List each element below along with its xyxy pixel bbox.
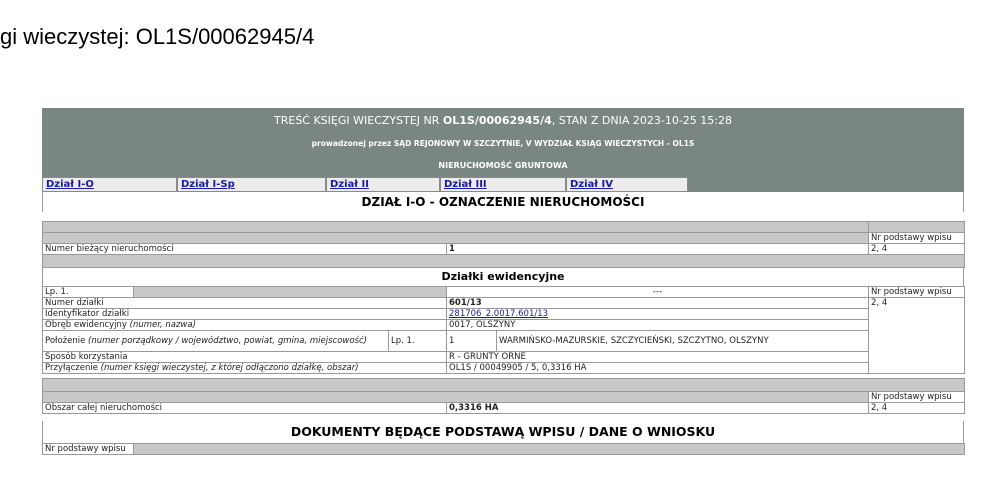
- basis-header: Nr podstawy wpisu: [869, 287, 965, 298]
- numer-dzialki-value: 601/13: [447, 298, 869, 309]
- obreb-label: Obręb ewidencyjny: [45, 320, 127, 330]
- documents-table: [42, 443, 965, 455]
- przylaczenie-label-cell: [43, 363, 447, 374]
- tab-dzial-i-o[interactable]: Dział I-O: [42, 177, 177, 192]
- grey-bar: [43, 222, 869, 233]
- tab-dzial-ii[interactable]: Dział II: [326, 177, 440, 192]
- register-number: OL1S/00062945/4: [442, 114, 552, 127]
- lp-label: Lp. 1.: [43, 287, 134, 298]
- obreb-value: 0017, OLSZYNY: [447, 320, 869, 331]
- numer-biezacy-value: 1: [447, 244, 869, 255]
- obszar-table: [42, 378, 965, 414]
- dzialki-title: Działki ewidencyjne: [42, 268, 964, 286]
- grey-bar: [43, 233, 869, 244]
- obszar-value: 0,3316 HA: [447, 403, 869, 414]
- polozenie-value: WARMIŃSKO-MAZURSKIE, SZCZYCIEŃSKI, SZCZYTNO, OLSZYNY: [497, 331, 869, 352]
- polozenie-hint: (numer porządkowy / województwo, powiat, gmina, miejscowość): [88, 335, 367, 346]
- property-type: NIERUCHOMOŚĆ GRUNTOWA: [42, 155, 964, 177]
- lp-value: ---: [447, 287, 869, 298]
- grey-bar: [43, 392, 869, 403]
- tab-dzial-i-sp[interactable]: Dział I-Sp: [177, 177, 326, 192]
- documents-title: DOKUMENTY BĘDĄCE PODSTAWĄ WPISU / DANE O WNIOSKU: [42, 421, 964, 443]
- documents-basis-label: Nr podstawy wpisu: [43, 444, 134, 455]
- basis-header: Nr podstawy wpisu: [869, 233, 965, 244]
- section-tabs: [42, 177, 964, 192]
- obszar-label: Obszar całej nieruchomości: [43, 403, 447, 414]
- grey-bar: [134, 444, 965, 455]
- land-register-panel: [42, 108, 964, 455]
- dzialki-table: [42, 286, 965, 374]
- grey-bar: [43, 379, 965, 392]
- polozenie-num: 1: [447, 331, 497, 352]
- identyfikator-value: [447, 309, 869, 320]
- dzialki-basis: 2, 4: [869, 298, 965, 374]
- basis-header: Nr podstawy wpisu: [869, 392, 965, 403]
- tab-dzial-iii[interactable]: Dział III: [440, 177, 566, 192]
- spacer: [42, 212, 964, 221]
- polozenie-label: Położenie: [45, 335, 86, 346]
- przylaczenie-hint: (numer księgi wieczystej, z której odłączono działkę, obszar): [100, 363, 359, 373]
- grey-bar: [134, 287, 447, 298]
- register-title-prefix: TREŚĆ KSIĘGI WIECZYSTEJ NR: [274, 114, 443, 127]
- numer-biezacy-label: Numer bieżący nieruchomości: [43, 244, 447, 255]
- identyfikator-link[interactable]: 281706_2.0017.601/13: [449, 309, 549, 319]
- numer-biezacy-table: [42, 221, 965, 268]
- obreb-hint: (numer, nazwa): [129, 320, 196, 330]
- grey-bar: [43, 255, 965, 268]
- page-heading: gi wieczystej: OL1S/00062945/4: [0, 24, 315, 49]
- sposob-value: R - GRUNTY ORNE: [447, 352, 869, 363]
- spacer: [42, 414, 964, 421]
- obreb-label-cell: [43, 320, 447, 331]
- court-line: prowadzonej przez SĄD REJONOWY W SZCZYTNIE, V WYDZIAŁ KSIĄG WIECZYSTYCH - OL1S: [42, 133, 964, 155]
- polozenie-lp: Lp. 1.: [389, 331, 447, 352]
- numer-biezacy-basis: 2, 4: [869, 244, 965, 255]
- register-state-date: , STAN Z DNIA 2023-10-25 15:28: [551, 114, 732, 127]
- section-title: DZIAŁ I-O - OZNACZENIE NIERUCHOMOŚCI: [42, 192, 964, 212]
- przylaczenie-value: OL1S / 00049905 / 5, 0,3316 HA: [447, 363, 869, 374]
- grey-bar: [869, 222, 965, 233]
- register-title: [42, 108, 964, 133]
- przylaczenie-label: Przyłączenie: [45, 363, 98, 373]
- sposob-label: Sposób korzystania: [43, 352, 447, 363]
- polozenie-label-cell: [43, 331, 389, 352]
- numer-dzialki-label: Numer działki: [43, 298, 447, 309]
- obszar-basis: 2, 4: [869, 403, 965, 414]
- identyfikator-label: Identyfikator działki: [43, 309, 447, 320]
- tab-dzial-iv[interactable]: Dział IV: [566, 177, 688, 192]
